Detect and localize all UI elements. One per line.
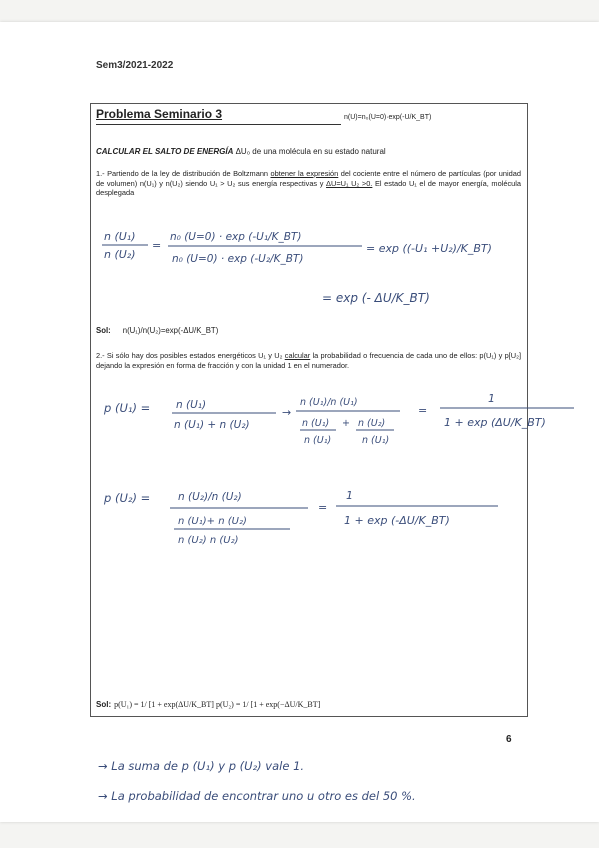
p1-frac-bot-b: n (U₂) bbox=[358, 418, 386, 429]
part1-sol-value: n(U₁)/n(U₂)=exp(-ΔU/K_BT) bbox=[122, 326, 219, 335]
eq1-lhs-den: n (U₂) bbox=[104, 248, 136, 261]
p2-eq-den: 1 + exp (-ΔU/K_BT) bbox=[344, 514, 450, 527]
part2-sol-value: p(U₁) = 1/ [1 + exp(ΔU/K_BT] p(U₂) = 1/ [1 + exp(−ΔU/K_BT] bbox=[114, 700, 321, 709]
p1-eq: = bbox=[418, 404, 428, 417]
p2-eq: = bbox=[318, 501, 328, 514]
part2-text-underlined: calcular bbox=[284, 351, 311, 360]
p1-den: n (U₁) + n (U₂) bbox=[174, 419, 250, 431]
note-fifty-percent: → La probabilidad de encontrar uno u otro es del 50 %. bbox=[98, 789, 416, 803]
note-sum-equals-one: → La suma de p (U₁) y p (U₂) vale 1. bbox=[98, 759, 305, 773]
part1-sol-label: Sol: bbox=[96, 326, 111, 335]
p1-eq-den: 1 + exp (ΔU/K_BT) bbox=[444, 416, 546, 429]
part1-text-underlined: obtener la expresión bbox=[270, 169, 339, 178]
p1-plus: + bbox=[342, 418, 350, 429]
part1-text-underlined2: ΔU=U₁ U₂ >0. bbox=[326, 178, 373, 188]
boltzmann-formula: n(U)=n₀(U=0)·exp(-U/K_BT) bbox=[344, 114, 432, 121]
eq1-rhs: = exp ((-U₁ +U₂)/K_BT) bbox=[366, 242, 492, 255]
part1-text-a: 1.- Partiendo de la ley de distribución de Boltzmann bbox=[96, 169, 271, 178]
part2-text-a: 2.- Si sólo hay dos posibles estados energéticos U₁ y U₂ bbox=[96, 351, 285, 360]
p1-lhs: p (U₁) = bbox=[104, 401, 151, 415]
eq1-mid-den: n₀ (U=0) · exp (-U₂/K_BT) bbox=[172, 253, 304, 265]
p1-eq-num: 1 bbox=[488, 392, 495, 405]
part2-text-b: la probabilidad o frecuencia de cada uno de ellos: p(U₁) y p[U₂] dejando la expresión en forma de fracción y con la unidad 1 en el numerador. bbox=[96, 351, 521, 370]
p1-frac-bot-c: n (U₁) bbox=[304, 435, 332, 446]
p2-eq-num: 1 bbox=[346, 489, 353, 502]
eq1-lhs-num: n (U₁) bbox=[104, 230, 136, 243]
p2-lhs: p (U₂) = bbox=[104, 491, 151, 505]
semester-header: Sem3/2021-2022 bbox=[96, 60, 174, 71]
part1-text-c: El estado U₁ el de mayor energía, molécula desplegada bbox=[96, 178, 521, 197]
part2-sol-label: Sol: bbox=[96, 700, 112, 709]
p1-frac-top: n (U₁)/n (U₁) bbox=[300, 397, 358, 408]
eq1-eq1: = bbox=[152, 239, 162, 252]
eq1-line2: = exp (- ΔU/K_BT) bbox=[322, 291, 430, 305]
p1-arrow: → bbox=[282, 406, 292, 419]
eq1-mid-num: n₀ (U=0) · exp (-U₁/K_BT) bbox=[170, 231, 302, 243]
problem-title: Problema Seminario 3 bbox=[96, 107, 223, 121]
p2-num: n (U₂)/n (U₂) bbox=[178, 491, 242, 503]
p1-num: n (U₁) bbox=[176, 399, 207, 411]
page-number: 6 bbox=[506, 734, 512, 745]
p2-den-a: n (U₁)+ n (U₂) bbox=[178, 516, 247, 527]
headline-rest: ΔU₀ de una molécula en su estado natural bbox=[235, 147, 386, 156]
p2-den-b: n (U₂) n (U₂) bbox=[178, 535, 239, 546]
part1-text-b: del cociente entre el número de partículas (por unidad de volumen) n(U₁) y n(U₂) siendo U₁ > U₂ sus energía respectivas y bbox=[96, 169, 521, 188]
headline-bold: CALCULAR EL SALTO DE ENERGÍA bbox=[96, 147, 234, 156]
p1-frac-bot-a: n (U₁) bbox=[302, 418, 330, 429]
p1-frac-bot-d: n (U₁) bbox=[362, 435, 390, 446]
